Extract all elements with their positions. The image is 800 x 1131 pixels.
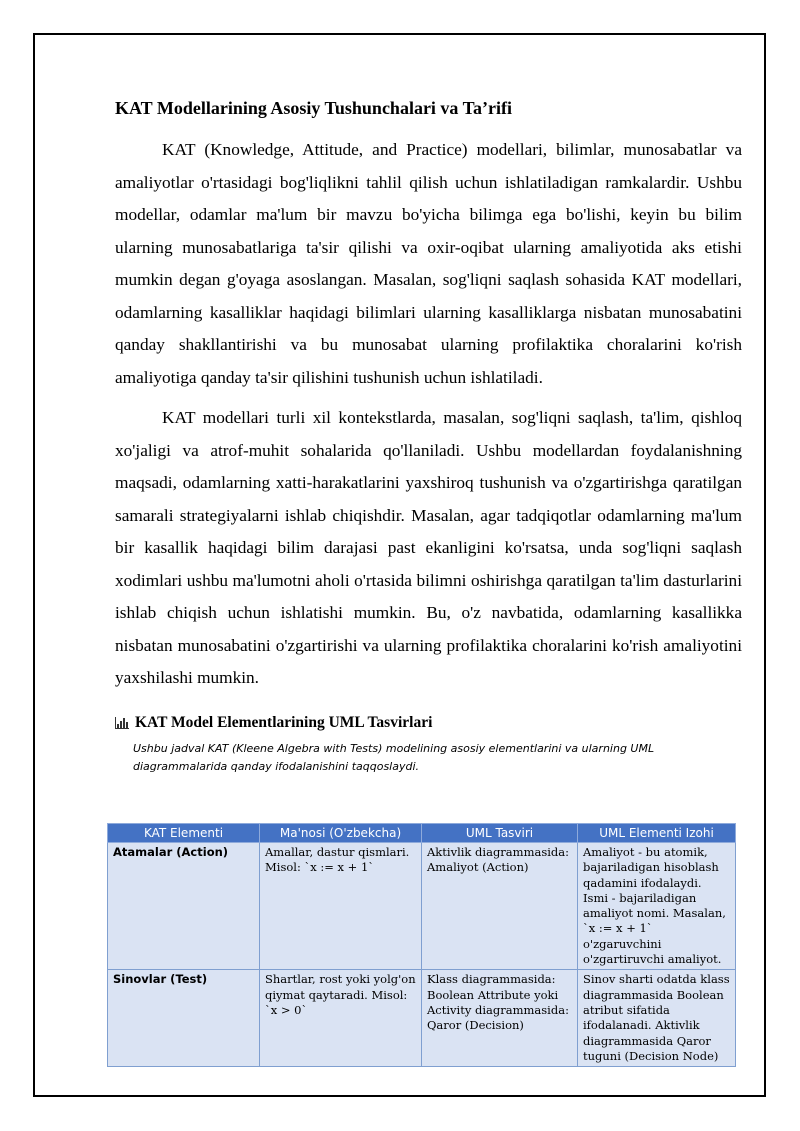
table-cell-uml: Aktivlik diagrammasida: Amaliyot (Action) <box>422 843 578 970</box>
paragraph-1: KAT (Knowledge, Attitude, and Practice) modellari, bilimlar, munosabatlar va amaliyotlar o'rtasidagi bog'liqlikni tahlil qilish uchun ishlatiladigan ramkalardir. Ushbu modellar, odamlar ma'lum bir mavzu bo'yicha bilimga ega bo'lishi, keyin bu bilim ularning munosabatlariga ta'sir qilishi va oxir-oqibat ularning amaliyotida aks etishi mumkin degan g'oyaga asoslangan. Masalan, sog'liqni saqlash sohasida KAT modellari, odamlarning kasalliklar haqidagi bilimlari ularning kasalliklarga nisbatan munosabatini qanday shakllantirishi va bu munosabat ularning profilaktika choralarini ko'rish amaliyotiga qanday ta'sir qilishini tushunish uchun ishlatiladi. <box>115 140 742 387</box>
table-heading <box>115 713 742 733</box>
kat-elements-table <box>107 823 736 1067</box>
paragraph-2: KAT modellari turli xil kontekstlarda, masalan, sog'liqni saqlash, ta'lim, qishloq xo'jaligi va atrof-muhit sohalarida qo'llaniladi. Ushbu modellardan foydalanishning maqsadi, odamlarning xatti-harakatlarini yaxshiroq tushunish va o'zgartirishga qaratilgan samarali strategiyalarni ishlab chiqishdir. Masalan, agar tadqiqotlar odamlarning ma'lum bir kasallik haqidagi bilim darajasi past ekanligini ko'rsatsa, unda sog'liqni saqlash xodimlari ushbu ma'lumotni aholi o'rtasida bilimni oshirishga qaratilgan ta'lim dasturlarini ishlab chiqish uchun ishlatishi mumkin. Bu, o'z navbatida, odamlarning kasallikka nisbatan munosabatini o'zgartirishi va ularning profilaktika choralarini ko'rish amaliyotini yaxshilashi mumkin. <box>115 408 742 687</box>
table-cell-meaning: Amallar, dastur qismlari. Misol: `x := x + 1` <box>260 843 422 970</box>
bar-chart-icon <box>115 717 129 729</box>
table-cell-uml: Klass diagrammasida: Boolean Attribute yoki Activity diagrammasida: Qaror (Decision) <box>422 970 578 1067</box>
table-cell-element: Atamalar (Action) <box>108 843 260 970</box>
table-caption: Ushbu jadval KAT (Kleene Algebra with Tests) modelining asosiy elementlarini va ularning UML diagrammalarida qanday ifodalanishini taqqoslaydi. <box>133 741 655 773</box>
table-cell-element: Sinovlar (Test) <box>108 970 260 1067</box>
column-header: UML Elementi Izohi <box>578 824 736 843</box>
table-cell-note: Amaliyot - bu atomik, bajariladigan hisoblash qadamini ifodalaydi. Ismi - bajariladigan amaliyot nomi. Masalan, `x := x + 1` o'zgaruvchini o'zgartiruvchi amaliyot. <box>578 843 736 970</box>
column-header: UML Tasviri <box>422 824 578 843</box>
table-header-row <box>108 824 736 843</box>
table-cell-meaning: Shartlar, rost yoki yolg'on qiymat qaytaradi. Misol: `x > 0` <box>260 970 422 1067</box>
table-cell-note: Sinov sharti odatda klass diagrammasida Boolean atribut sifatida ifodalanadi. Aktivlik diagrammasida Qaror tuguni (Decision Node) <box>578 970 736 1067</box>
table-row <box>108 843 736 970</box>
column-header: Ma'nosi (O'zbekcha) <box>260 824 422 843</box>
document-body <box>113 96 742 1063</box>
table-heading-text: KAT Model Elementlarining UML Tasvirlari <box>135 713 433 731</box>
column-header: KAT Elementi <box>108 824 260 843</box>
table-row <box>108 970 736 1067</box>
section-heading: KAT Modellarining Asosiy Tushunchalari va Ta’rifi <box>115 98 512 118</box>
